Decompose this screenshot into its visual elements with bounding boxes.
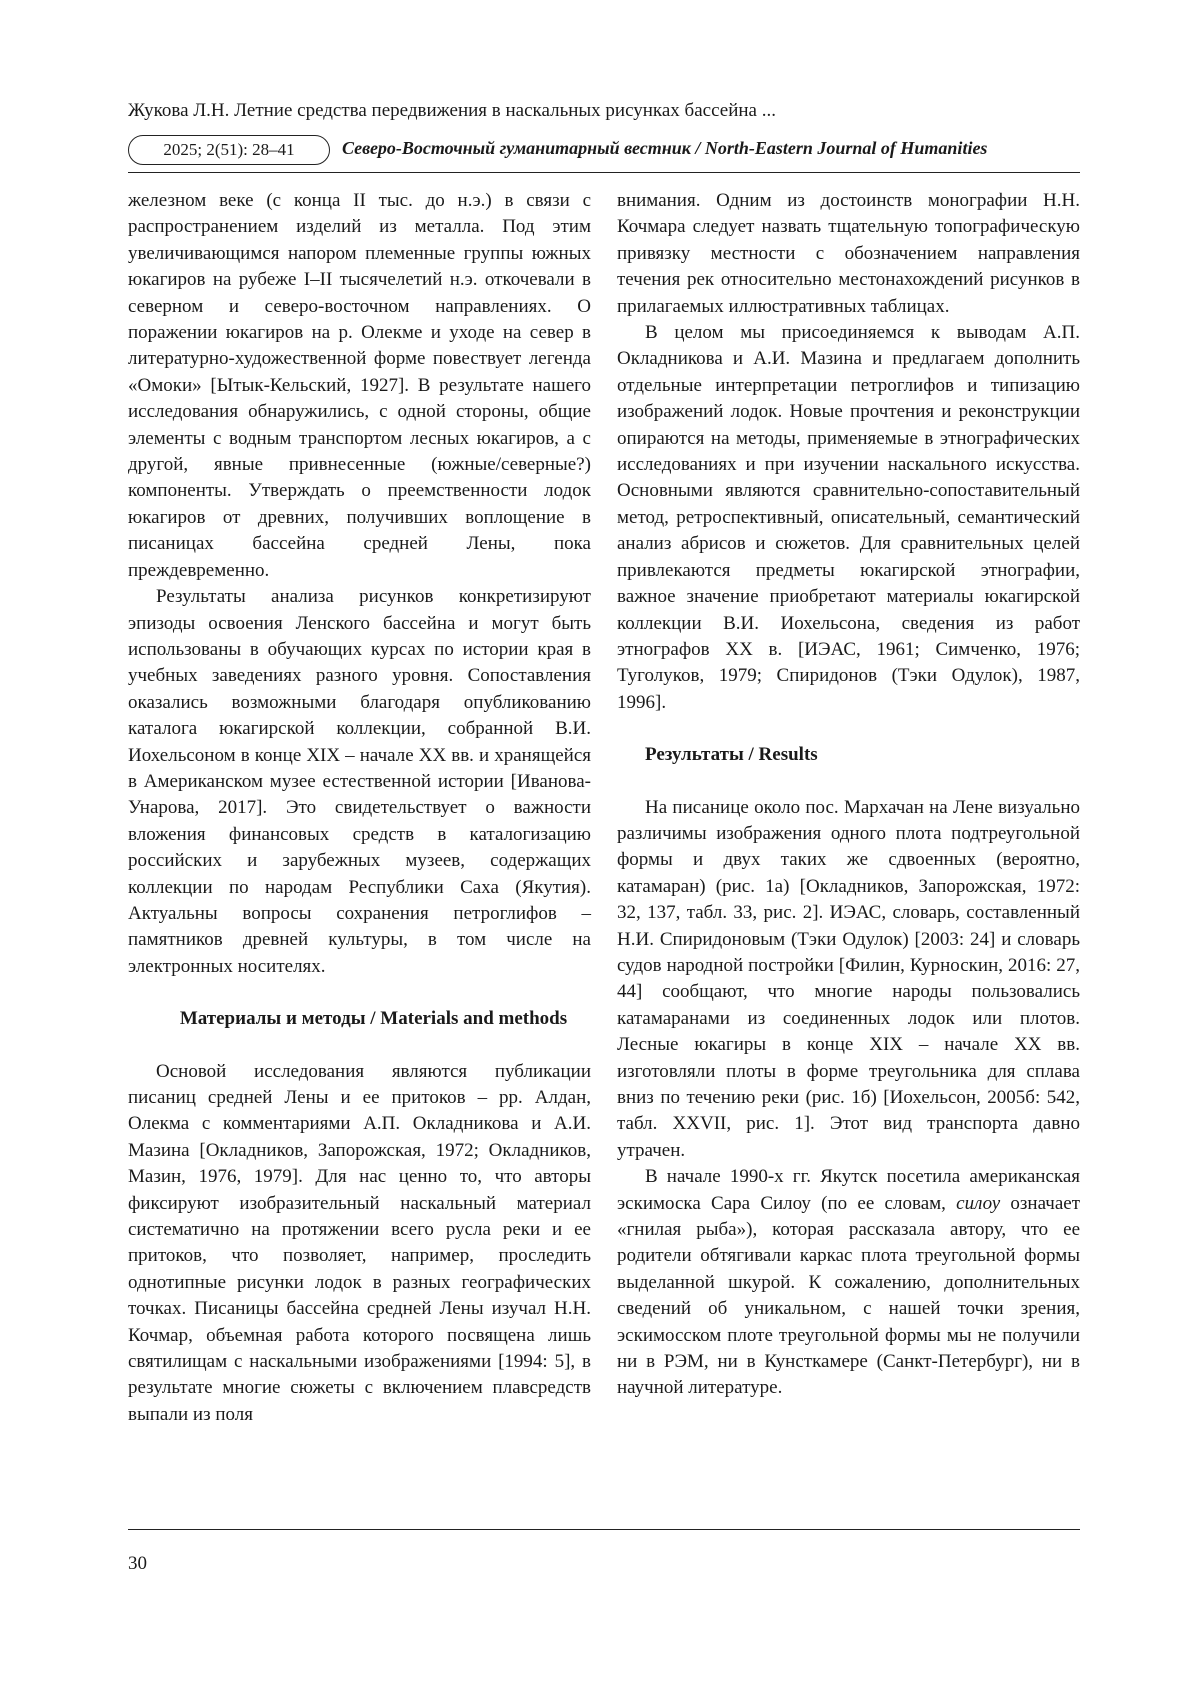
text-run: означает «гнилая рыба»), которая рассказала автору, что ее родители обтягивали каркас плота треугольной формы выделанной шкурой. К сожалению, дополнительных сведений об уникальном, с нашей точки зрения, эскимосском плоте треугольной формы мы не получили ни в РЭМ, ни в Кунсткамере (Санкт-Петербург), ни в научной литературе. <box>617 1192 1080 1399</box>
page-number: 30 <box>128 1553 147 1574</box>
italic-term: силоу <box>956 1192 1001 1214</box>
header-divider <box>128 172 1080 173</box>
journal-title: Северо-Восточный гуманитарный вестник / North-Eastern Journal of Humanities <box>342 138 988 158</box>
paragraph: В целом мы присоединяемся к выводам А.П. Окладникова и А.И. Мазина и предлагаем дополнить отдельные интерпретации петроглифов и типизацию изображений лодок. Новые прочтения и реконструкции опираются на методы, применяемые в этнографических исследованиях и при изучении наскального искусства. Основными являются сравнительно-сопоставительный метод, ретроспективный, описательный, семантический анализ абрисов и сюжетов. Для сравнительных целей привлекаются предметы юкагирской этнографии, важное значение приобретают материалы юкагирской коллекции В.И. Иохельсона, сведения из работ этнографов XX в. [ИЭАС, 1961; Симченко, 1976; Туголуков, 1979; Спиридонов (Тэки Одулок), 1987, 1996]. <box>617 322 1080 713</box>
paragraph <box>617 1164 1080 1402</box>
paragraph: Основой исследования являются публикации писаниц средней Лены и ее притоков – рр. Алдан, Олекма с комментариями А.П. Окладникова и А.И. Мазина [Окладников, Запорожская, 1972; Окладников, Мазин, 1976, 1979]. Для нас ценно то, что авторы фиксируют изобразительный наскальный материал систематично на протяжении всего русла реки и ее притоков, что позволяет, например, проследить однотипные рисунки лодок в разных географических точках. Писаницы бассейна средней Лены изучал Н.Н. Кочмар, объемная работа которого посвящена лишь святилищам с наскальными изображениями [1994: 5], в результате многие сюжеты с включением плавсредств выпали из поля <box>128 1060 591 1425</box>
footer-divider <box>128 1529 1080 1530</box>
paragraph: внимания. Одним из достоинств монографии Н.Н. Кочмара следует назвать тщательную топографическую привязку местности с обозначением направления течения рек относительно местонахождений рисунков в прилагаемых иллюстративных таблицах. <box>617 190 1080 317</box>
section-heading-results: Результаты / Results <box>645 744 818 766</box>
issue-badge <box>128 135 330 165</box>
running-title: Жукова Л.Н. Летние средства передвижения в наскальных рисунках бассейна ... <box>128 100 776 121</box>
paragraph: На писанице около пос. Мархачан на Лене визуально различимы изображения одного плота подтреугольной формы и двух таких же сдвоенных (вероятно, катамаран) (рис. 1а) [Окладников, Запорожская, 1972: 32, 137, табл. 33, рис. 2]. ИЭАС, словарь, составленный Н.И. Спиридоновым (Тэки Одулок) [2003: 24] и словарь судов народной постройки [Филин, Курноскин, 2016: 27, 44] сообщают, что многие народы пользовались катамаранами из соединенных лодок или плотов. Лесные юкагиры в конце XIX – начале XX вв. изготовляли плоты в форме треугольника для сплава вниз по течению реки (рис. 1б) [Иохельсон, 2005б: 542, табл. XXVII, рис. 1]. Этот вид транспорта давно утрачен. <box>617 796 1080 1161</box>
paragraph: железном веке (с конца II тыс. до н.э.) в связи с распространением изделий из металла. Под этим увеличивающимся напором племенные группы южных юкагиров на рубеже I–II тысячелетий н.э. откочевали в северном и северо-восточном направлениях. О поражении юкагиров на р. Олекме и уходе на север в литературно-художественной форме повествует легенда «Омоки» [Ытык-Кельский, 1927]. В результате нашего исследования обнаружились, с одной стороны, общие элементы с водным транспортом лесных юкагиров, а с другой, явные привнесенные (южные/северные?) компоненты. Утверждать о преемственности лодок юкагиров от древних, получивших воплощение в писаницах бассейна средней Лены, пока преждевременно. <box>128 190 591 581</box>
left-column <box>128 188 591 1428</box>
section-heading-methods: Материалы и методы / Materials and methods <box>179 1008 568 1030</box>
paragraph: Результаты анализа рисунков конкретизируют эпизоды освоения Ленского бассейна и могут быть использованы в обучающих курсах по истории края в учебных заведениях разного уровня. Сопоставления оказались возможными благодаря опубликованию каталога юкагирской коллекции, собранной В.И. Иохельсоном в конце XIX – начале XX вв. и хранящейся в Американском музее естественной истории [Иванова-Унарова, 2017]. Это свидетельствует о важности вложения финансовых средств в каталогизацию российских и зарубежных музеев, содержащих коллекции по народам Республики Саха (Якутия). Актуальны вопросы сохранения петроглифов – памятников древней культуры, в том числе на электронных носителях. <box>128 586 591 977</box>
text-run: В начале 1990-х гг. Якутск посетила американская эскимоска Сара Силоу (по ее словам, <box>617 1166 1080 1214</box>
issue-text: 2025; 2(51): 28–41 <box>163 140 295 159</box>
right-column <box>617 188 1080 1402</box>
